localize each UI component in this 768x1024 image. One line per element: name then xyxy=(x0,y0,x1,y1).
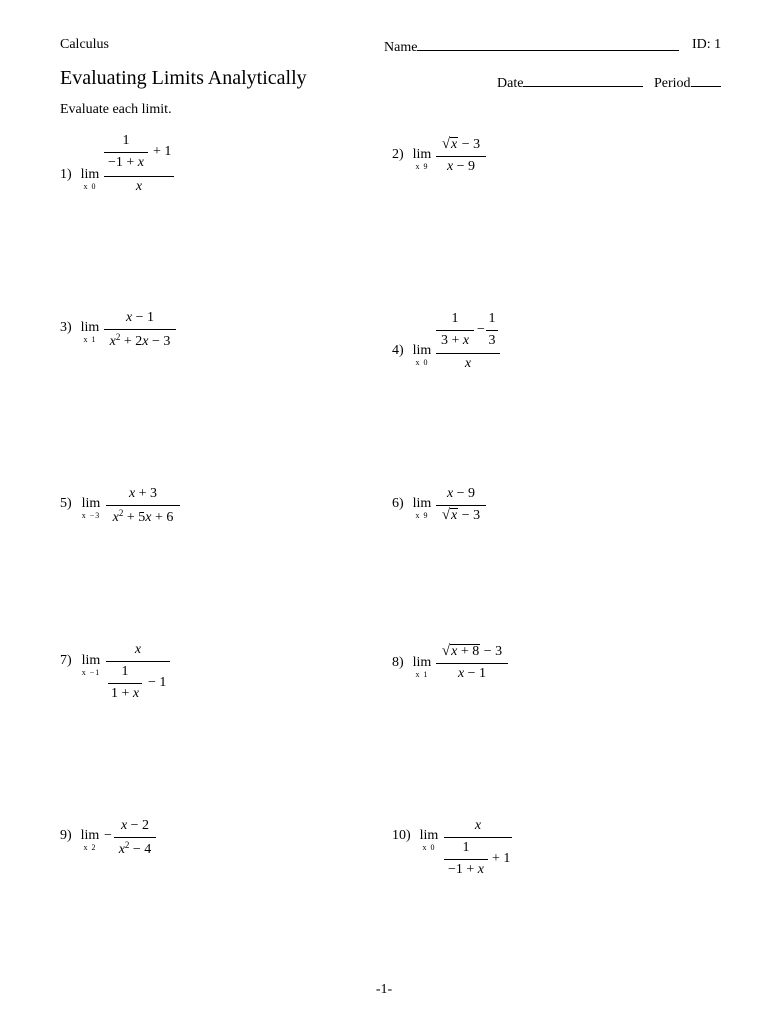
fraction-bar xyxy=(108,683,142,684)
lim-word: lim xyxy=(412,147,432,162)
limit-operator xyxy=(410,147,434,171)
date-label: Date xyxy=(497,76,524,91)
problem-number: 4) xyxy=(392,343,404,358)
denominator-part: −1 + x xyxy=(447,862,484,877)
fraction-bar xyxy=(436,663,508,664)
approach-value: x 9 xyxy=(415,162,429,171)
denominator-part: x − 9 xyxy=(446,159,476,174)
denominator-part: −1 + x xyxy=(107,155,144,170)
denominator-part: 1 + x xyxy=(110,686,140,701)
main-fraction-bar xyxy=(436,353,500,354)
numerator-part: 1 xyxy=(122,133,130,148)
fraction-bar xyxy=(436,330,474,331)
main-fraction-bar xyxy=(444,837,512,838)
numerator-part: x xyxy=(474,818,482,833)
main-fraction-bar xyxy=(104,176,174,177)
numerator-part: x − 9 xyxy=(446,486,476,501)
lim-word: lim xyxy=(81,496,101,511)
main-fraction-bar xyxy=(106,661,170,662)
period-label: Period xyxy=(654,76,691,91)
period-blank[interactable] xyxy=(691,73,721,87)
page-number: -1- xyxy=(375,982,393,997)
name-field[interactable] xyxy=(384,37,679,56)
approach-value: x 9 xyxy=(415,511,429,520)
denominator-part: √x − 3 xyxy=(441,507,481,523)
expression-part: + 1 xyxy=(492,851,511,866)
problem-number: 2) xyxy=(392,147,404,162)
limit-operator xyxy=(78,828,102,852)
approach-value: x 0 xyxy=(422,843,436,852)
denominator-part: 3 xyxy=(488,333,496,348)
numerator-part: 1 xyxy=(121,664,129,679)
problem-number: 8) xyxy=(392,655,404,670)
numerator-part: x − 1 xyxy=(125,310,155,325)
lim-word: lim xyxy=(81,653,101,668)
worksheet-id: ID: 1 xyxy=(692,37,722,52)
fraction-bar xyxy=(486,330,498,331)
problem-number: 10) xyxy=(392,828,411,843)
lim-word: lim xyxy=(80,167,100,182)
limit-operator xyxy=(417,828,441,852)
fraction-bar xyxy=(436,505,486,506)
fraction-bar xyxy=(444,859,488,860)
limit-operator xyxy=(410,655,434,679)
numerator-part: x xyxy=(134,642,142,657)
lim-word: lim xyxy=(80,828,100,843)
fraction-bar xyxy=(106,505,180,506)
limit-operator xyxy=(78,653,104,677)
denominator-part: $x^2 + 5x + 6$ xyxy=(112,508,174,525)
numerator-part: 1 xyxy=(488,311,496,326)
denominator-part: $x^2 - 4$ xyxy=(118,840,152,857)
numerator-part: x + 3 xyxy=(128,486,158,501)
limit-operator xyxy=(410,343,434,367)
numerator-part: 1 xyxy=(451,311,459,326)
expression-part: − 1 xyxy=(148,675,167,690)
approach-value: x −1 xyxy=(81,668,101,677)
name-label: Name xyxy=(384,40,418,55)
date-blank[interactable] xyxy=(523,73,643,87)
worksheet-title: Evaluating Limits Analytically xyxy=(60,67,307,89)
lim-word: lim xyxy=(412,496,432,511)
fraction-bar xyxy=(436,156,486,157)
problem-number: 7) xyxy=(60,653,72,668)
numerator-part: √x − 3 xyxy=(441,136,481,152)
approach-value: x −3 xyxy=(81,511,101,520)
limit-operator xyxy=(78,167,102,191)
minus-sign: − xyxy=(104,828,112,843)
name-blank[interactable] xyxy=(417,37,679,51)
expression-part: + 1 xyxy=(153,144,172,159)
denominator-part: x xyxy=(464,356,472,371)
lim-word: lim xyxy=(419,828,439,843)
problem-number: 6) xyxy=(392,496,404,511)
minus-sign: − xyxy=(477,322,485,337)
problem-number: 1) xyxy=(60,167,72,182)
lim-word: lim xyxy=(412,343,432,358)
problem-number: 5) xyxy=(60,496,72,511)
problem-number: 3) xyxy=(60,320,72,335)
lim-word: lim xyxy=(412,655,432,670)
approach-value: x 1 xyxy=(83,335,97,344)
lim-word: lim xyxy=(80,320,100,335)
course-name: Calculus xyxy=(60,37,109,52)
instructions: Evaluate each limit. xyxy=(60,102,172,117)
denominator-part: x − 1 xyxy=(457,666,487,681)
limit-operator xyxy=(410,496,434,520)
approach-value: x 2 xyxy=(83,843,97,852)
problem-number: 9) xyxy=(60,828,72,843)
fraction-bar xyxy=(114,837,156,838)
fraction-bar xyxy=(104,152,148,153)
approach-value: x 0 xyxy=(415,358,429,367)
approach-value: x 0 xyxy=(83,182,97,191)
denominator-part: $x^2 + 2x - 3$ xyxy=(109,332,171,349)
denominator-part: 3 + x xyxy=(440,333,470,348)
denominator-part: x xyxy=(135,179,143,194)
numerator-part: 1 xyxy=(462,840,470,855)
limit-operator xyxy=(78,496,104,520)
limit-operator xyxy=(78,320,102,344)
numerator-part: x − 2 xyxy=(120,818,150,833)
approach-value: x 1 xyxy=(415,670,429,679)
numerator-part: √x + 8 − 3 xyxy=(441,643,503,659)
period-field[interactable] xyxy=(654,73,721,92)
date-field[interactable] xyxy=(497,73,643,92)
fraction-bar xyxy=(104,329,176,330)
